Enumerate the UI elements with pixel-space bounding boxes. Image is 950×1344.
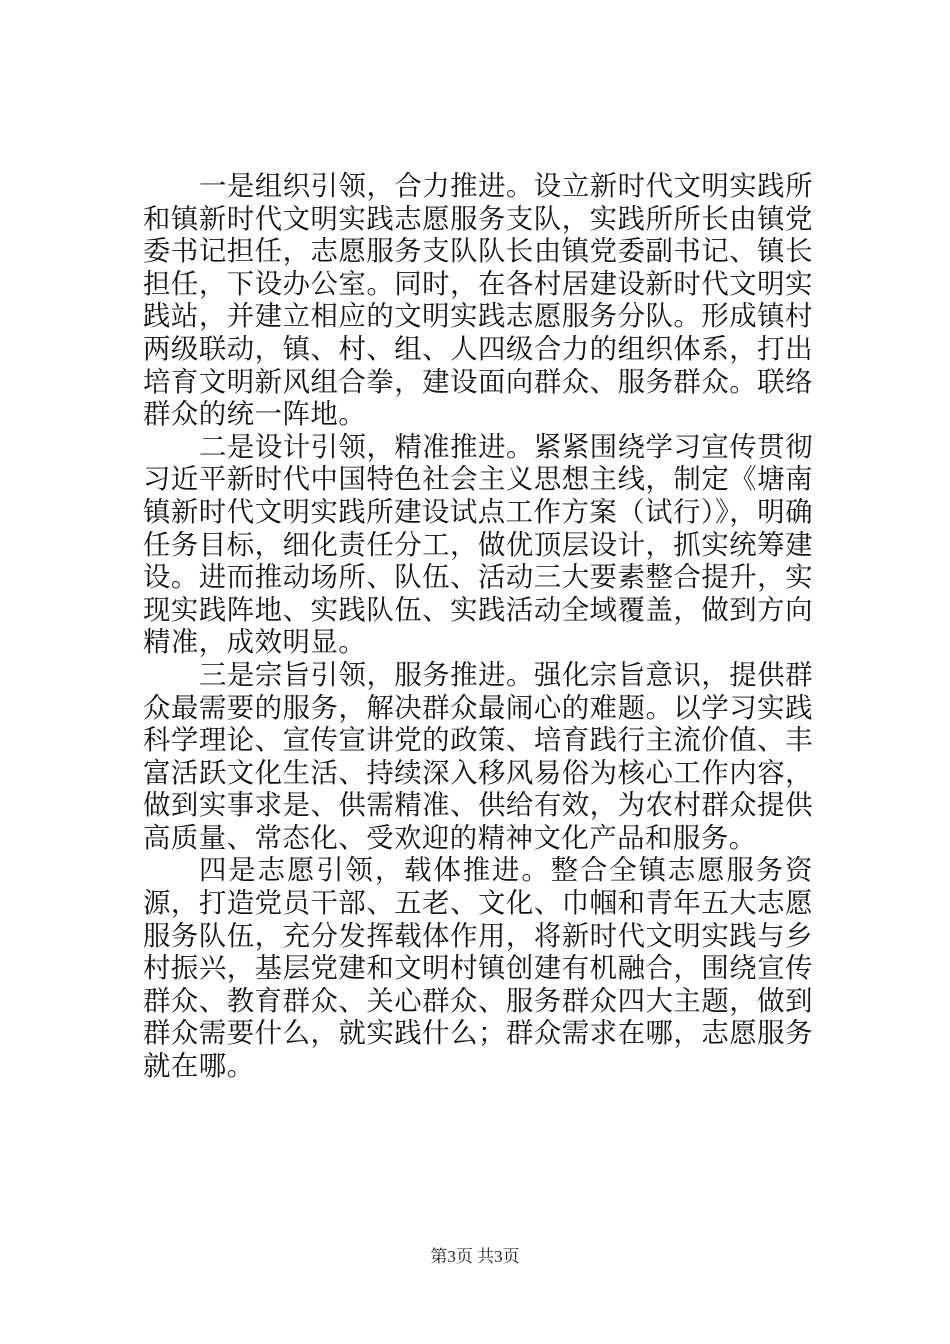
document-body — [143, 171, 813, 1084]
paragraph-design: 二是设计引领，精准推进。紧紧围绕学习宣传贯彻习近平新时代中国特色社会主义思想主线，制定《塘南镇新时代文明实践所建设试点工作方案（试行）》，明确任务目标，细化责任分工，做优顶层设计，抓实统筹建设。进而推动场所、队伍、活动三大要素整合提升，实现实践阵地、实践队伍、实践活动全域覆盖，做到方向精准，成效明显。 — [143, 431, 813, 659]
page-footer: 第3页 共3页 — [430, 1247, 520, 1266]
paragraph-purpose: 三是宗旨引领，服务推进。强化宗旨意识，提供群众最需要的服务，解决群众最闹心的难题。以学习实践科学理论、宣传宣讲党的政策、培育践行主流价值、丰富活跃文化生活、持续深入移风易俗为核心工作内容，做到实事求是、供需精准、供给有效，为农村群众提供高质量、常态化、受欢迎的精神文化产品和服务。 — [143, 659, 813, 854]
paragraph-volunteer: 四是志愿引领，载体推进。整合全镇志愿服务资源，打造党员干部、五老、文化、巾帼和青年五大志愿服务队伍，充分发挥载体作用，将新时代文明实践与乡村振兴，基层党建和文明村镇创建有机融合，围绕宣传群众、教育群众、关心群众、服务群众四大主题，做到群众需要什么，就实践什么；群众需求在哪，志愿服务就在哪。 — [143, 855, 813, 1083]
paragraph-organization: 一是组织引领，合力推进。设立新时代文明实践所和镇新时代文明实践志愿服务支队，实践所所长由镇党委书记担任，志愿服务支队队长由镇党委副书记、镇长担任，下设办公室。同时，在各村居建设新时代文明实践站，并建立相应的文明实践志愿服务分队。形成镇村两级联动，镇、村、组、人四级合力的组织体系，打出培育文明新风组合拳，建设面向群众、服务群众。联络群众的统一阵地。 — [143, 171, 813, 431]
